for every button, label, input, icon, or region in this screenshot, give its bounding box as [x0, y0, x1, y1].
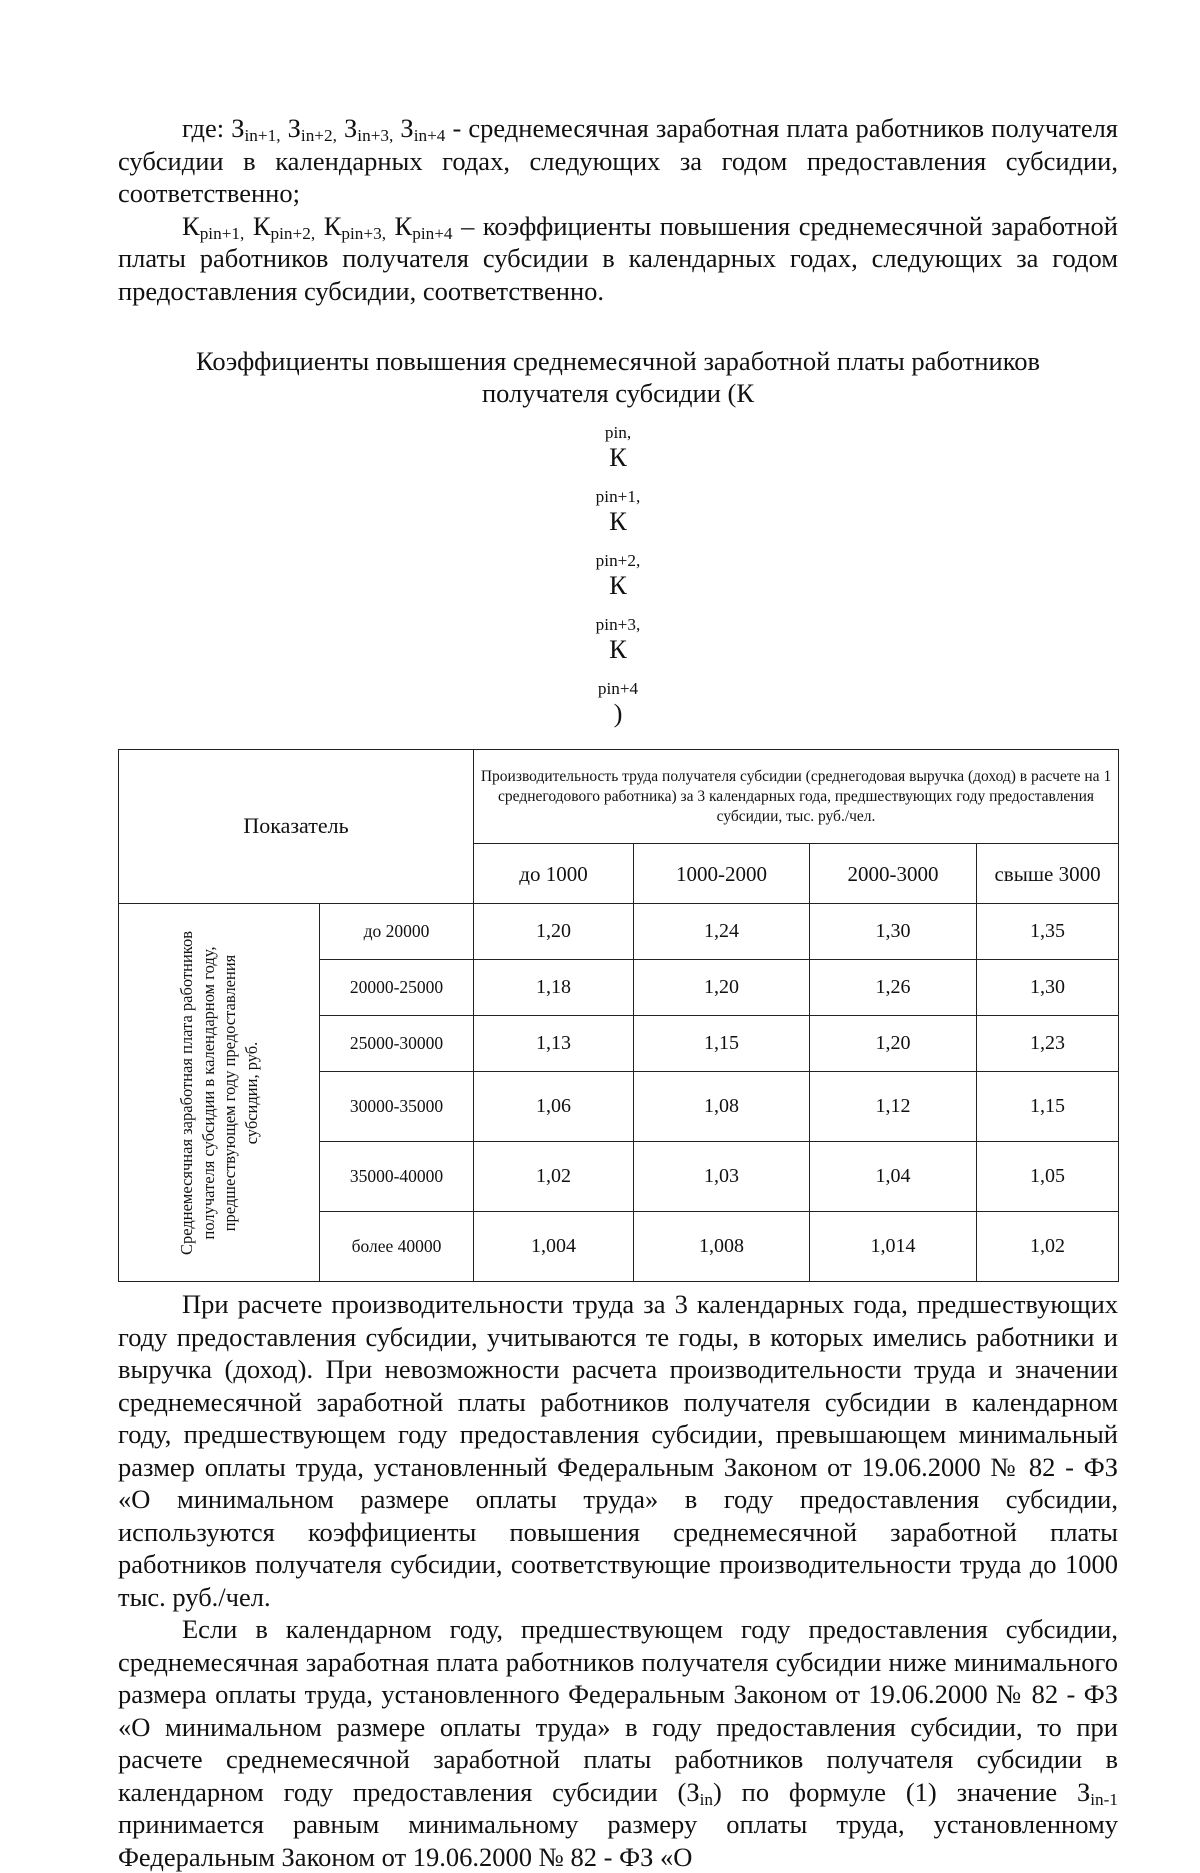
coefficients-table — [118, 749, 1119, 1282]
text-run: принимается равным минимальному размеру оплаты труда, установленному Федеральным Законом от 19.06.2000 № 82 - ФЗ «О — [118, 1809, 1118, 1872]
productivity-header: Производительность труда получателя субсидии (среднегодовая выручка (доход) в расчете на 1 среднегодового работника) за 3 календарных года, предшествующих году предоставления субсидии, тыс. руб./чел. — [474, 750, 1119, 844]
subscript: pin+4 — [412, 223, 453, 243]
text-run: К — [609, 634, 627, 664]
paragraph-k-coefficients — [118, 210, 1118, 308]
table-cell: 1,004 — [474, 1212, 634, 1282]
text-run: К — [244, 210, 271, 241]
subscript: in+4 — [413, 125, 446, 145]
subscript: in+2, — [300, 125, 337, 145]
text-run: К — [609, 506, 627, 536]
column-header: 2000-3000 — [810, 844, 977, 904]
row-group-header — [119, 904, 320, 1282]
table-cell: 1,30 — [977, 960, 1119, 1016]
table-cell: 1,13 — [474, 1016, 634, 1072]
text-run: З — [280, 113, 301, 143]
indicator-header: Показатель — [119, 750, 474, 904]
table-cell: 1,08 — [634, 1072, 810, 1142]
subscript: pin+2, — [595, 550, 641, 570]
table-cell: 1,26 — [810, 960, 977, 1016]
text-run: К — [182, 210, 200, 241]
table-cell: 1,008 — [634, 1212, 810, 1282]
table-cell: 1,35 — [977, 904, 1119, 960]
text-run: К — [609, 570, 627, 600]
row-label: 25000-30000 — [320, 1016, 474, 1072]
text-run: где: З — [182, 113, 245, 143]
subscript: pin+4 — [597, 678, 639, 698]
table-cell: 1,014 — [810, 1212, 977, 1282]
table-cell: 1,02 — [977, 1212, 1119, 1282]
paragraph-minimum-wage — [118, 1613, 1118, 1873]
row-label: до 20000 — [320, 904, 474, 960]
table-cell: 1,23 — [977, 1016, 1119, 1072]
table-cell: 1,15 — [977, 1072, 1119, 1142]
paragraph-where — [118, 112, 1118, 210]
table-title-line-1: Коэффициенты повышения среднемесячной заработной платы работников — [195, 346, 1041, 376]
table-cell: 1,18 — [474, 960, 634, 1016]
table-cell: 1,12 — [810, 1072, 977, 1142]
text-run: К — [386, 210, 413, 241]
subscript: in-1 — [1090, 1789, 1118, 1809]
text-run: К — [609, 442, 627, 472]
table-cell: 1,05 — [977, 1142, 1119, 1212]
text-run: ) — [613, 698, 623, 728]
table-cell: 1,20 — [810, 1016, 977, 1072]
table-cell: 1,02 — [474, 1142, 634, 1212]
table-cell: 1,03 — [634, 1142, 810, 1212]
table-cell: 1,30 — [810, 904, 977, 960]
column-header: свыше 3000 — [977, 844, 1119, 904]
row-group-label: Среднемесячная заработная плата работников получателя субсидии в календарном году, предшествующем году предоставления субсидии, руб. — [177, 930, 261, 1255]
column-header: до 1000 — [474, 844, 634, 904]
table-cell: 1,15 — [634, 1016, 810, 1072]
table-cell: 1,24 — [634, 904, 810, 960]
text-run: ) по формуле (1) значение З — [713, 1776, 1091, 1807]
table-cell: 1,06 — [474, 1072, 634, 1142]
subscript: in — [699, 1789, 714, 1809]
subscript: in+1, — [244, 125, 281, 145]
table-cell: 1,04 — [810, 1142, 977, 1212]
table-title — [118, 345, 1118, 729]
row-label: 35000-40000 — [320, 1142, 474, 1212]
text-run: получателя субсидии (К — [481, 378, 755, 408]
column-header: 1000-2000 — [634, 844, 810, 904]
subscript: pin+1, — [595, 486, 641, 506]
subscript: pin, — [604, 422, 632, 442]
text-run: Если в календарном году, предшествующем году предоставления субсидии, среднемесячная заработная плата работников получателя субсидии ниже минимального размера оплаты труда, установленного Федеральным Законом от 19.06.2000 № 82 - ФЗ «О минимальном размере оплаты труда» в году предоставления субсидии, то при расчете среднемесячной заработной платы работников получателя субсидии в календарном году предоставления субсидии (З — [118, 1614, 1118, 1807]
table-cell: 1,20 — [474, 904, 634, 960]
table-row — [119, 904, 1119, 960]
row-label: 20000-25000 — [320, 960, 474, 1016]
row-label: 30000-35000 — [320, 1072, 474, 1142]
subscript: in+3, — [357, 125, 394, 145]
subscript: pin+3, — [341, 223, 387, 243]
table-cell: 1,20 — [634, 960, 810, 1016]
text-run: - среднемесячная заработная плата работников получателя субсидии в календарных годах, следующих за годом предоставления субсидии, соответственно; — [118, 113, 1118, 208]
text-run: З — [393, 113, 414, 143]
paragraph-calculation: При расчете производительности труда за 3 календарных года, предшествующих году предоставления субсидии, учитываются те годы, в которых имелись работники и выручка (доход). При невозможности расчета производительности труда и значении среднемесячной заработной платы работников получателя субсидии в календарном году, предшествующем году предоставления субсидии, превышающем минимальный размер оплаты труда, установленный Федеральным Законом от 19.06.2000 № 82 - ФЗ «О минимальном размере оплаты труда» в году предоставления субсидии, используются коэффициенты повышения среднемесячной заработной платы работников получателя субсидии, соответствующие производительности труда до 1000 тыс. руб./чел. — [118, 1289, 1118, 1612]
subscript: pin+2, — [270, 223, 316, 243]
text-run: – коэффициенты повышения среднемесячной заработной платы работников получателя субсидии в календарных годах, следующих за годом предоставления субсидии, соответственно. — [118, 210, 1118, 306]
row-label: более 40000 — [320, 1212, 474, 1282]
document-page — [118, 112, 1118, 1873]
text-run: З — [336, 113, 358, 143]
subscript: pin+3, — [595, 614, 641, 634]
text-run: К — [315, 210, 342, 241]
table-title-line-2 — [118, 377, 1118, 729]
subscript: pin+1, — [199, 223, 245, 243]
